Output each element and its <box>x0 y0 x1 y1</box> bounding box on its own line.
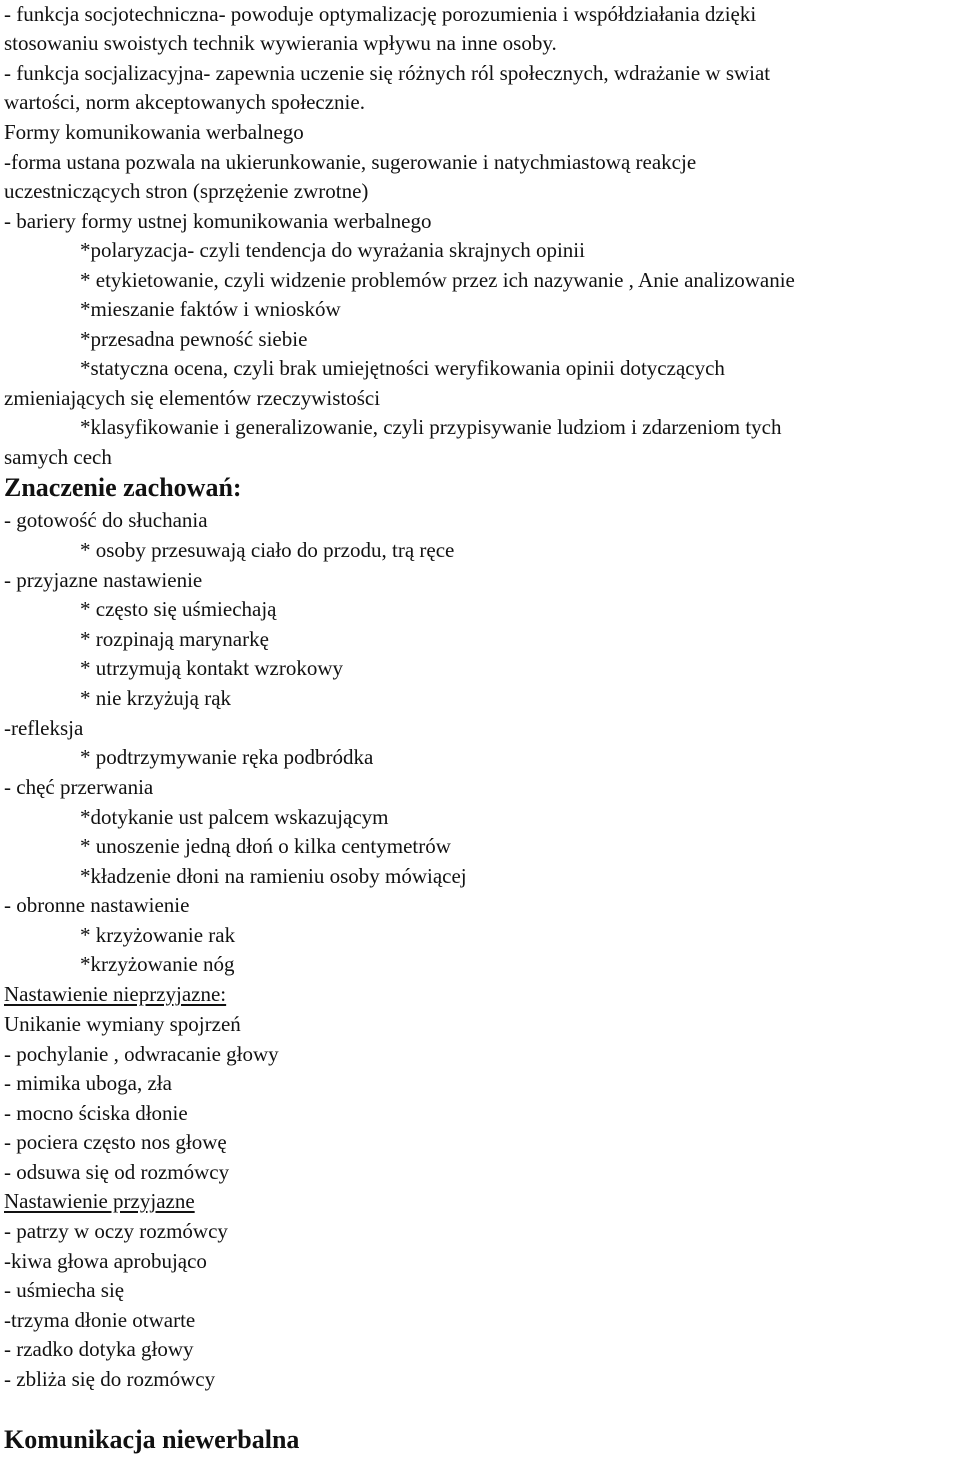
text-line: -forma ustana pozwala na ukierunkowanie, sugerowanie i natychmiastową reakcje <box>4 150 697 174</box>
text-line: * osoby przesuwają ciało do przodu, trą ręce <box>80 538 455 562</box>
text-line: *polaryzacja- czyli tendencja do wyrażania skrajnych opinii <box>80 238 585 262</box>
text-line: uczestniczących stron (sprzężenie zwrotne) <box>4 179 369 203</box>
text-line: * krzyżowanie rak <box>80 923 236 947</box>
text-line: *mieszanie faktów i wniosków <box>80 297 341 321</box>
text-line: - pochylanie , odwracanie głowy <box>4 1042 279 1066</box>
text-line: * utrzymują kontakt wzrokowy <box>80 656 344 680</box>
text-line: - mimika uboga, zła <box>4 1071 172 1095</box>
text-line: - rzadko dotyka głowy <box>4 1337 194 1361</box>
text-line: samych cech <box>4 445 112 469</box>
text-line: * nie krzyżują rąk <box>80 686 232 710</box>
text-line: Formy komunikowania werbalnego <box>4 120 304 144</box>
text-line: *przesadna pewność siebie <box>80 327 308 351</box>
subsection-heading: Nastawienie przyjazne <box>4 1189 195 1213</box>
text-line: -refleksja <box>4 716 84 740</box>
text-line: - zbliża się do rozmówcy <box>4 1367 216 1391</box>
text-line: - funkcja socjotechniczna- powoduje optymalizację porozumienia i współdziałania dzięki <box>4 2 757 26</box>
text-line: * podtrzymywanie ręka podbródka <box>80 745 374 769</box>
text-line: * unoszenie jedną dłoń o kilka centymetrów <box>80 834 451 858</box>
text-line: -trzyma dłonie otwarte <box>4 1308 196 1332</box>
text-line: - chęć przerwania <box>4 775 154 799</box>
text-line: wartości, norm akceptowanych społecznie. <box>4 90 365 114</box>
text-line: - obronne nastawienie <box>4 893 190 917</box>
section-heading: Komunikacja niewerbalna <box>4 1425 300 1454</box>
text-line: stosowaniu swoistych technik wywierania wpływu na inne osoby. <box>4 31 557 55</box>
subsection-heading: Nastawienie nieprzyjazne: <box>4 982 227 1006</box>
text-line: - pociera często nos głowę <box>4 1130 227 1154</box>
text-line: *klasyfikowanie i generalizowanie, czyli przypisywanie ludziom i zdarzeniom tych <box>80 415 782 439</box>
text-line: Unikanie wymiany spojrzeń <box>4 1012 241 1036</box>
text-line: zmieniających się elementów rzeczywistości <box>4 386 381 410</box>
text-line: - uśmiecha się <box>4 1278 125 1302</box>
text-line: - bariery formy ustnej komunikowania werbalnego <box>4 209 432 233</box>
section-heading: Znaczenie zachowań: <box>4 473 242 502</box>
text-line: * często się uśmiechają <box>80 597 277 621</box>
text-line: *kładzenie dłoni na ramieniu osoby mówiącej <box>80 864 467 888</box>
text-line: * etykietowanie, czyli widzenie problemów przez ich nazywanie , Anie analizowanie <box>80 268 795 292</box>
text-line: - gotowość do słuchania <box>4 508 208 532</box>
text-line: - funkcja socjalizacyjna- zapewnia uczenie się różnych ról społecznych, wdrażanie w swiat <box>4 61 771 85</box>
text-line: * rozpinają marynarkę <box>80 627 269 651</box>
text-line: - przyjazne nastawienie <box>4 568 203 592</box>
text-line: *dotykanie ust palcem wskazującym <box>80 805 389 829</box>
text-line: *statyczna ocena, czyli brak umiejętności weryfikowania opinii dotyczących <box>80 356 725 380</box>
text-line: - mocno ściska dłonie <box>4 1101 188 1125</box>
text-line: -kiwa głowa aprobująco <box>4 1249 207 1273</box>
text-line: *krzyżowanie nóg <box>80 952 235 976</box>
text-line: - odsuwa się od rozmówcy <box>4 1160 230 1184</box>
text-line: - patrzy w oczy rozmówcy <box>4 1219 228 1243</box>
